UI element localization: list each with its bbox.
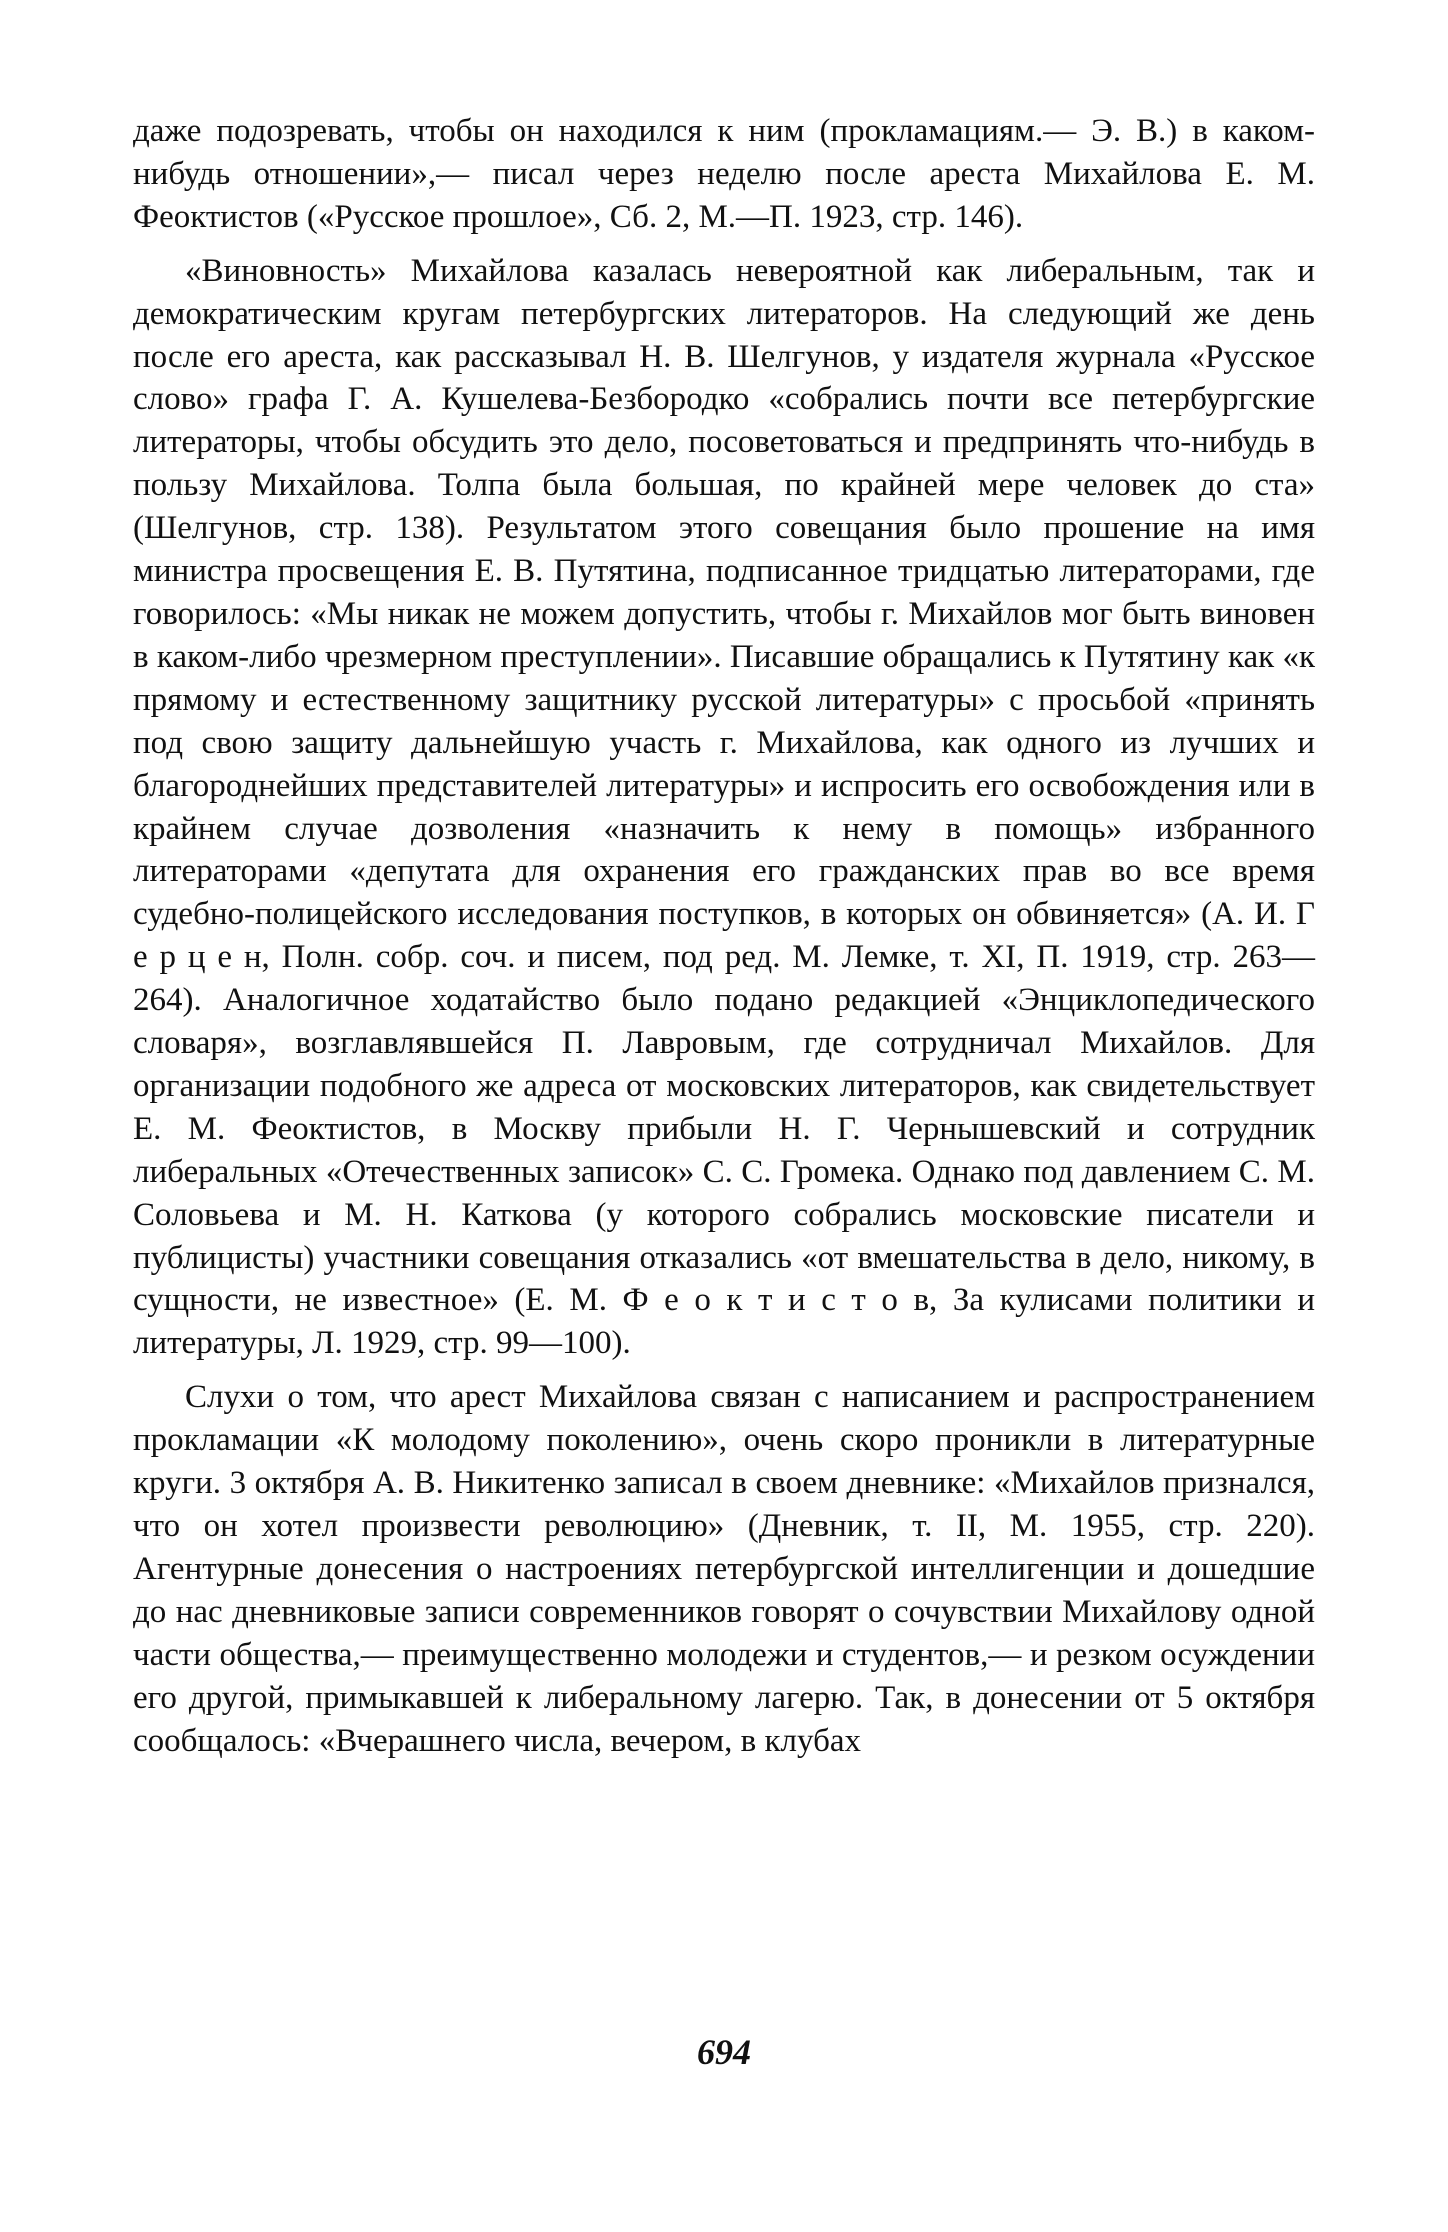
body-text — [133, 110, 1315, 1762]
paragraph-3: Слухи о том, что арест Михайлова связан с написанием и распространением прокламации «К молодому поколению», очень скоро проникли в литературные круги. 3 октября А. В. Никитенко записал в своем дневнике: «Михайлов признался, что он хотел произвести революцию» (Дневник, т. II, М. 1955, стр. 220). Агентурные донесения о настроениях петербургской интеллигенции и дошедшие до нас дневниковые записи современников говорят о сочувствии Михайлову одной части общества,— преимущественно молодежи и студентов,— и резком осуждении его другой, примыкавшей к либеральному лагерю. Так, в донесении от 5 октября сообщалось: «Вчерашнего числа, вечером, в клубах — [133, 1379, 1315, 1759]
paragraph-1: даже подозревать, чтобы он находился к ним (прокламациям.— Э. В.) в каком-нибудь отношении»,— писал через неделю после ареста Михайлова Е. М. Феоктистов («Русское прошлое», Сб. 2, М.—П. 1923, стр. 146). — [133, 113, 1315, 235]
page-number: 694 — [697, 2032, 751, 2072]
paragraph-2: «Виновность» Михайлова казалась невероятной как либеральным, так и демократическим кругам петербургских литераторов. На следующий же день после его ареста, как рассказывал Н. В. Шелгунов, у издателя журнала «Русское слово» графа Г. А. Кушелева-Безбородко «собрались почти все петербургские литераторы, чтобы обсудить это дело, посоветоваться и предпринять что-нибудь в пользу Михайлова. Толпа была большая, по крайней мере человек до ста» (Шелгунов, стр. 138). Результатом этого совещания было прошение на имя министра просвещения Е. В. Путятина, подписанное тридцатью литераторами, где говорилось: «Мы никак не можем допустить, чтобы г. Михайлов мог быть виновен в каком-либо чрезмерном преступлении». Писавшие обращались к Путятину как «к прямому и естественному защитнику русской литературы» с просьбой «принять под свою защиту дальнейшую участь г. Михайлова, как одного из лучших и благороднейших представителей литературы» и испросить его освобождения или в крайнем случае дозволения «назначить к нему в помощь» избранного литераторами «депутата для охранения его гражданских прав во все время судебно-полицейского исследования поступков, в которых он обвиняется» (А. И. Г е р ц е н, Полн. собр. соч. и писем, под ред. М. Лемке, т. XI, П. 1919, стр. 263—264). Аналогичное ходатайство было подано редакцией «Энциклопедического словаря», возглавлявшейся П. Лавровым, где сотрудничал Михайлов. Для организации подобного же адреса от московских литераторов, как свидетельствует Е. М. Феоктистов, в Москву прибыли Н. Г. Чернышевский и сотрудник либеральных «Отечественных записок» С. С. Громека. Однако под давлением С. М. Соловьева и М. Н. Каткова (у которого собрались московские писатели и публицисты) участники совещания отказались «от вмешательства в дело, никому, в сущности, не известное» (Е. М. Ф е о к т и с т о в, За кулисами политики и литературы, Л. 1929, стр. 99—100). — [133, 252, 1315, 1362]
